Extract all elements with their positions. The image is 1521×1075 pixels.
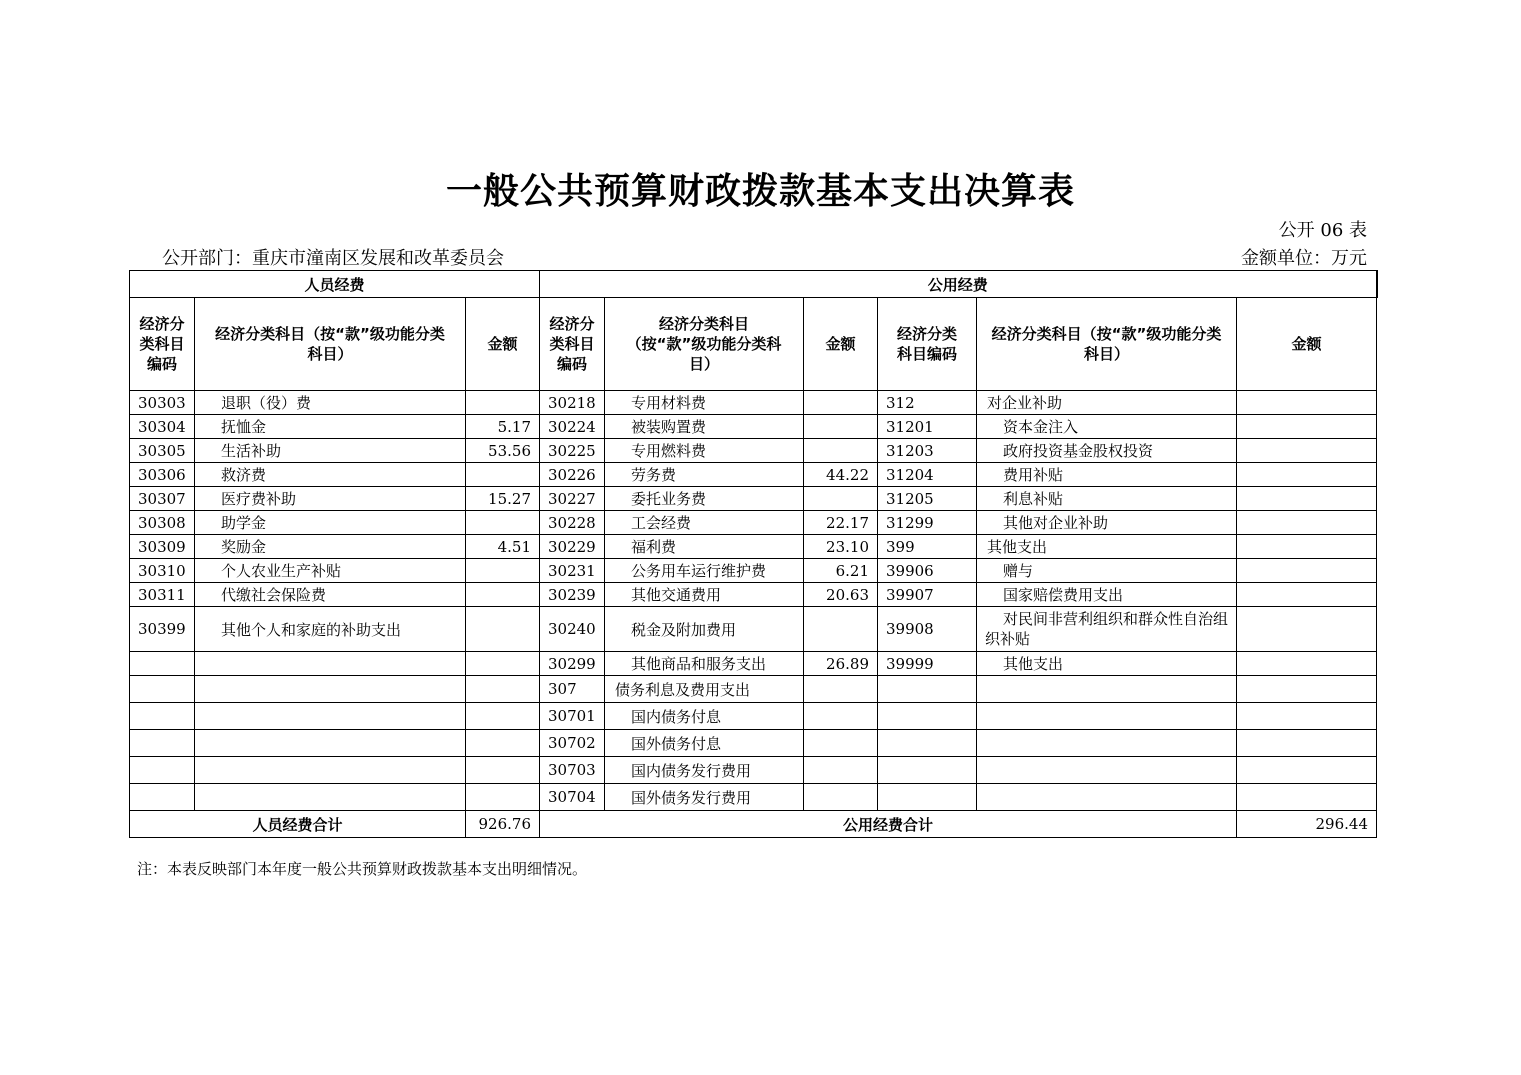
header-amount-2: 金额	[804, 298, 878, 391]
cell-item-3: 对民间非营利组织和群众性自治组织补贴	[977, 607, 1237, 652]
cell-amount-3	[1237, 652, 1377, 676]
table-row	[130, 583, 1377, 607]
header-item-3: 经济分类科目（按“款”级功能分类科目）	[977, 298, 1237, 391]
cell-code-2: 30218	[540, 391, 605, 415]
cell-code-3: 399	[878, 535, 977, 559]
cell-amount-1	[466, 463, 540, 487]
cell-code-3: 39907	[878, 583, 977, 607]
cell-amount-3	[1237, 559, 1377, 583]
cell-item-2: 税金及附加费用	[605, 607, 804, 652]
cell-code-2: 30704	[540, 784, 605, 811]
cell-item-2: 国内债务付息	[605, 703, 804, 730]
cell-item-1: 抚恤金	[195, 415, 466, 439]
header-amount: 金额	[466, 298, 540, 391]
public-total-label: 公用经费合计	[540, 811, 1237, 838]
table-row	[130, 391, 1377, 415]
cell-item-3: 国家赔偿费用支出	[977, 583, 1237, 607]
cell-item-3: 利息补贴	[977, 487, 1237, 511]
cell-amount-1	[466, 757, 540, 784]
table-row	[130, 730, 1377, 757]
cell-code-3: 31201	[878, 415, 977, 439]
cell-amount-1: 15.27	[466, 487, 540, 511]
cell-item-3: 其他对企业补助	[977, 511, 1237, 535]
cell-item-1: 奖励金	[195, 535, 466, 559]
cell-amount-3	[1237, 730, 1377, 757]
cell-amount-2: 20.63	[804, 583, 878, 607]
table-row	[130, 415, 1377, 439]
table-row	[130, 703, 1377, 730]
cell-item-2: 福利费	[605, 535, 804, 559]
cell-amount-1	[466, 676, 540, 703]
cell-item-2: 公务用车运行维护费	[605, 559, 804, 583]
cell-code-1: 30303	[130, 391, 195, 415]
cell-item-1: 生活补助	[195, 439, 466, 463]
cell-amount-1	[466, 652, 540, 676]
department-label: 公开部门：重庆市潼南区发展和改革委员会	[162, 248, 504, 269]
cell-amount-2	[804, 730, 878, 757]
table-row	[130, 784, 1377, 811]
cell-item-2: 其他交通费用	[605, 583, 804, 607]
cell-code-3	[878, 730, 977, 757]
cell-item-1	[195, 784, 466, 811]
cell-amount-3	[1237, 463, 1377, 487]
cell-item-2: 其他商品和服务支出	[605, 652, 804, 676]
cell-code-3: 39999	[878, 652, 977, 676]
cell-item-1	[195, 757, 466, 784]
cell-code-1: 30304	[130, 415, 195, 439]
header-code-3: 经济分类科目编码	[878, 298, 977, 391]
cell-item-1: 代缴社会保险费	[195, 583, 466, 607]
cell-amount-2: 26.89	[804, 652, 878, 676]
table-row	[130, 511, 1377, 535]
cell-amount-1: 53.56	[466, 439, 540, 463]
cell-code-1: 30399	[130, 607, 195, 652]
header-code: 经济分类科目编码	[130, 298, 195, 391]
cell-amount-2: 44.22	[804, 463, 878, 487]
cell-amount-3	[1237, 487, 1377, 511]
cell-item-1: 助学金	[195, 511, 466, 535]
cell-code-2: 30229	[540, 535, 605, 559]
cell-item-2: 国外债务付息	[605, 730, 804, 757]
cell-item-3: 资本金注入	[977, 415, 1237, 439]
cell-code-1: 30309	[130, 535, 195, 559]
cell-amount-2	[804, 703, 878, 730]
cell-code-2: 30231	[540, 559, 605, 583]
cell-amount-1	[466, 511, 540, 535]
cell-code-2: 30225	[540, 439, 605, 463]
header-amount-3: 金额	[1237, 298, 1377, 391]
cell-code-3	[878, 703, 977, 730]
table-row	[130, 487, 1377, 511]
cell-amount-2	[804, 676, 878, 703]
cell-code-3: 31205	[878, 487, 977, 511]
cell-item-3	[977, 676, 1237, 703]
cell-amount-3	[1237, 784, 1377, 811]
cell-amount-3	[1237, 415, 1377, 439]
cell-item-1: 救济费	[195, 463, 466, 487]
cell-amount-2	[804, 784, 878, 811]
cell-item-3: 赠与	[977, 559, 1237, 583]
cell-amount-3	[1237, 583, 1377, 607]
cell-item-3	[977, 784, 1237, 811]
cell-amount-3	[1237, 391, 1377, 415]
cell-item-2: 国内债务发行费用	[605, 757, 804, 784]
cell-code-3	[878, 676, 977, 703]
table-row	[130, 757, 1377, 784]
header-item-2: 经济分类科目（按“款”级功能分类科目）	[605, 298, 804, 391]
cell-item-3	[977, 703, 1237, 730]
cell-code-1: 30306	[130, 463, 195, 487]
cell-code-3: 31203	[878, 439, 977, 463]
cell-amount-3	[1237, 607, 1377, 652]
cell-code-3: 312	[878, 391, 977, 415]
section-public: 公用经费	[540, 271, 1377, 298]
cell-item-2: 委托业务费	[605, 487, 804, 511]
table-row	[130, 607, 1377, 652]
cell-code-2: 30239	[540, 583, 605, 607]
cell-code-2: 30228	[540, 511, 605, 535]
column-header-row	[130, 298, 1377, 391]
cell-code-2: 30701	[540, 703, 605, 730]
cell-code-1: 30311	[130, 583, 195, 607]
table-row	[130, 676, 1377, 703]
cell-amount-3	[1237, 511, 1377, 535]
cell-amount-3	[1237, 535, 1377, 559]
table-row	[130, 463, 1377, 487]
cell-item-3: 其他支出	[977, 652, 1237, 676]
cell-code-3: 31299	[878, 511, 977, 535]
cell-code-3: 31204	[878, 463, 977, 487]
table-row	[130, 439, 1377, 463]
cell-item-1	[195, 652, 466, 676]
cell-code-1: 30305	[130, 439, 195, 463]
cell-item-3: 政府投资基金股权投资	[977, 439, 1237, 463]
cell-amount-1: 5.17	[466, 415, 540, 439]
cell-amount-1	[466, 607, 540, 652]
personnel-total-value: 926.76	[466, 811, 540, 838]
cell-code-2: 30226	[540, 463, 605, 487]
header-item: 经济分类科目（按“款”级功能分类科目）	[195, 298, 466, 391]
cell-amount-2: 22.17	[804, 511, 878, 535]
cell-amount-3	[1237, 703, 1377, 730]
cell-item-2: 债务利息及费用支出	[605, 676, 804, 703]
cell-code-2: 30240	[540, 607, 605, 652]
cell-code-1	[130, 703, 195, 730]
cell-code-1: 30308	[130, 511, 195, 535]
cell-code-1: 30307	[130, 487, 195, 511]
cell-code-1	[130, 652, 195, 676]
cell-amount-3	[1237, 439, 1377, 463]
cell-amount-1	[466, 583, 540, 607]
cell-code-3: 39908	[878, 607, 977, 652]
cell-item-3: 费用补贴	[977, 463, 1237, 487]
cell-amount-1	[466, 730, 540, 757]
cell-item-2: 专用燃料费	[605, 439, 804, 463]
cell-code-3	[878, 784, 977, 811]
cell-amount-2	[804, 487, 878, 511]
cell-code-1: 30310	[130, 559, 195, 583]
cell-amount-1	[466, 559, 540, 583]
cell-amount-1	[466, 703, 540, 730]
cell-amount-2	[804, 757, 878, 784]
cell-item-1	[195, 730, 466, 757]
cell-item-1: 其他个人和家庭的补助支出	[195, 607, 466, 652]
cell-amount-2	[804, 607, 878, 652]
cell-amount-1: 4.51	[466, 535, 540, 559]
footnote: 注：本表反映部门本年度一般公共预算财政拨款基本支出明细情况。	[137, 860, 588, 878]
cell-amount-2: 6.21	[804, 559, 878, 583]
cell-item-3: 对企业补助	[977, 391, 1237, 415]
cell-code-1	[130, 730, 195, 757]
cell-code-1	[130, 757, 195, 784]
table-id: 公开 06 表	[1278, 220, 1367, 241]
personnel-total-label: 人员经费合计	[130, 811, 466, 838]
cell-code-2: 30299	[540, 652, 605, 676]
cell-item-3: 其他支出	[977, 535, 1237, 559]
cell-amount-2	[804, 439, 878, 463]
cell-item-1	[195, 703, 466, 730]
cell-code-2: 307	[540, 676, 605, 703]
cell-amount-2	[804, 415, 878, 439]
header-code-2: 经济分类科目编码	[540, 298, 605, 391]
cell-code-2: 30224	[540, 415, 605, 439]
cell-item-2: 专用材料费	[605, 391, 804, 415]
cell-item-3	[977, 730, 1237, 757]
cell-item-1: 个人农业生产补贴	[195, 559, 466, 583]
table-row	[130, 652, 1377, 676]
page-title: 一般公共预算财政拨款基本支出决算表	[445, 171, 1075, 212]
table-row	[130, 559, 1377, 583]
cell-item-1: 医疗费补助	[195, 487, 466, 511]
cell-item-2: 国外债务发行费用	[605, 784, 804, 811]
cell-code-3	[878, 757, 977, 784]
cell-amount-3	[1237, 676, 1377, 703]
totals-row	[130, 811, 1377, 838]
cell-code-2: 30703	[540, 757, 605, 784]
cell-amount-2: 23.10	[804, 535, 878, 559]
cell-code-2: 30702	[540, 730, 605, 757]
expenditure-table	[129, 270, 1378, 838]
cell-amount-1	[466, 391, 540, 415]
cell-code-1	[130, 784, 195, 811]
cell-amount-1	[466, 784, 540, 811]
cell-code-3: 39906	[878, 559, 977, 583]
cell-code-2: 30227	[540, 487, 605, 511]
table-row	[130, 535, 1377, 559]
cell-amount-3	[1237, 757, 1377, 784]
public-total-value: 296.44	[1237, 811, 1377, 838]
unit-label: 金额单位：万元	[1241, 248, 1367, 269]
cell-item-3	[977, 757, 1237, 784]
cell-item-2: 工会经费	[605, 511, 804, 535]
cell-item-2: 被装购置费	[605, 415, 804, 439]
section-header-row	[130, 271, 1377, 298]
section-personnel: 人员经费	[130, 271, 540, 298]
cell-item-1: 退职（役）费	[195, 391, 466, 415]
cell-item-1	[195, 676, 466, 703]
cell-item-2: 劳务费	[605, 463, 804, 487]
cell-amount-2	[804, 391, 878, 415]
cell-code-1	[130, 676, 195, 703]
